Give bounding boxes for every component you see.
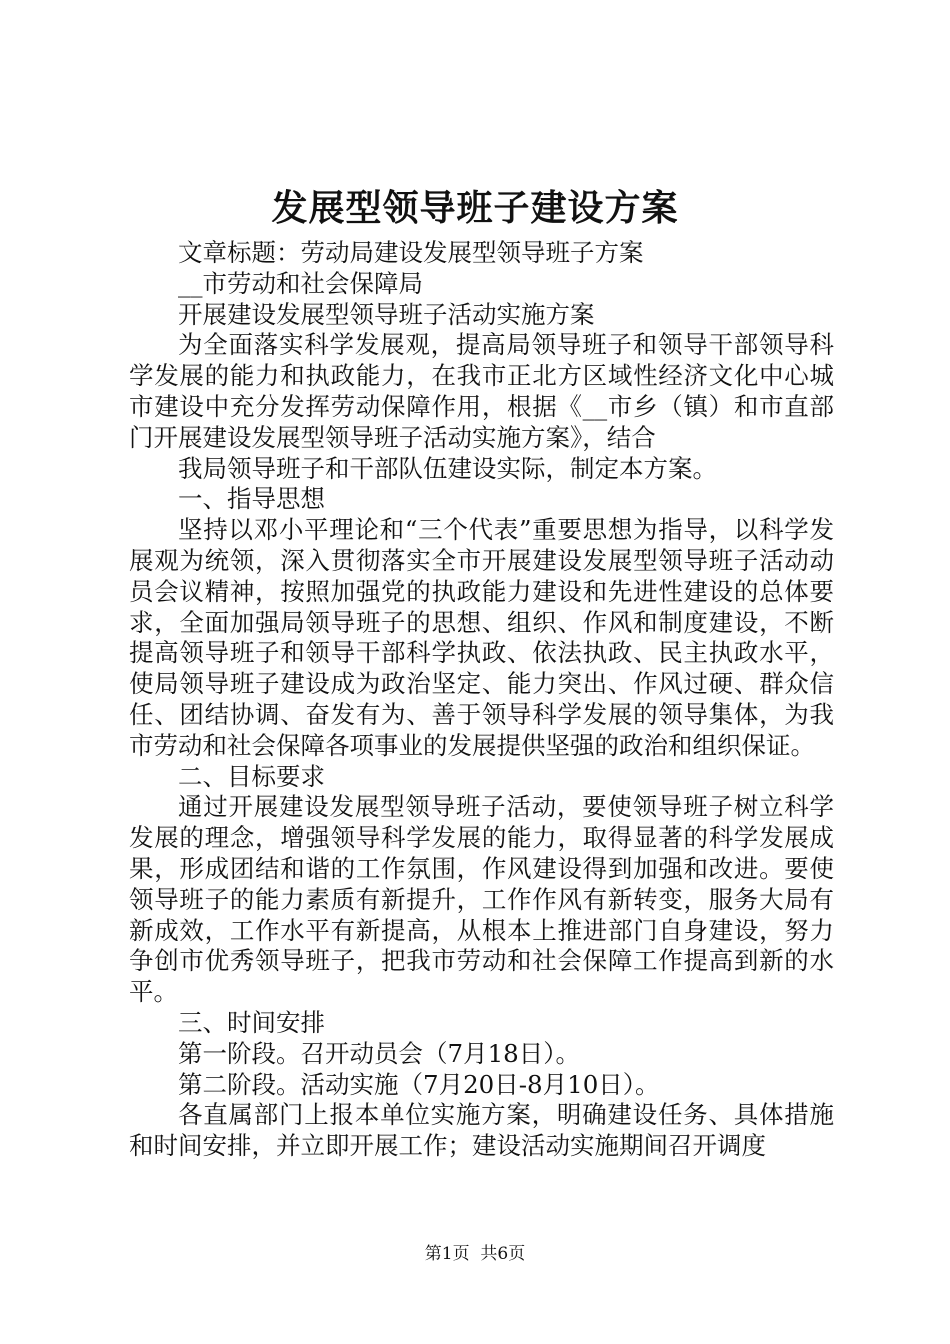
subtitle-line: 开展建设发展型领导班子活动实施方案 bbox=[178, 299, 595, 329]
document-title: 发展型领导班子建设方案 bbox=[271, 187, 679, 229]
goals-paragraph: 通过开展建设发展型领导班子活动，要使领导班子树立科学发展的理念，增强领导科学发展的能力，取得显著的科学发展成果，形成团结和谐的工作氛围，作风建设得到加强和改进。要使领导班子的能力素质有新提升，工作作风有新转变，服务大局有新成效，工作水平有新提高，从根本上推进部门自身建设，努力争创市优秀领导班子，把我市劳动和社会保障工作提高到新的水平。 bbox=[129, 792, 834, 1007]
issuer-line: __市劳动和社会保障局 bbox=[178, 268, 423, 298]
section-heading-guiding-thought: 一、指导思想 bbox=[178, 484, 325, 514]
intro-continuation: 我局领导班子和干部队伍建设实际，制定本方案。 bbox=[178, 453, 717, 483]
guiding-thought-paragraph: 坚持以邓小平理论和“三个代表”重要思想为指导，以科学发展观为统领，深入贯彻落实全市开展建设发展型领导班子活动动员会议精神，按照加强党的执政能力建设和先进性建设的总体要求，全面加强局领导班子的思想、组织、作风和制度建设，不断提高领导班子和领导干部科学执政、依法执政、民主执政水平，使局领导班子建设成为政治坚定、能力突出、作风过硬、群众信任、团结协调、奋发有为、善于领导科学发展的领导集体，为我市劳动和社会保障各项事业的发展提供坚强的政治和组织保证。 bbox=[129, 515, 834, 760]
section-heading-goals: 二、目标要求 bbox=[178, 761, 325, 791]
article-title-line: 文章标题：劳动局建设发展型领导班子方案 bbox=[178, 238, 644, 267]
section-heading-schedule: 三、时间安排 bbox=[178, 1007, 325, 1037]
schedule-stage-one: 第一阶段。召开动员会（7月18日）。 bbox=[178, 1038, 581, 1068]
schedule-details-paragraph: 各直属部门上报本单位实施方案，明确建设任务、具体措施和时间安排，并立即开展工作；建设活动实施期间召开调度 bbox=[129, 1100, 834, 1161]
page-number-footer: 第1页 共6页 bbox=[424, 1244, 526, 1264]
intro-paragraph: 为全面落实科学发展观，提高局领导班子和领导干部领导科学发展的能力和执政能力，在我市正北方区域性经济文化中心城市建设中充分发挥劳动保障作用，根据《__市乡（镇）和市直部门开展建设发展型领导班子活动实施方案》，结合 bbox=[129, 330, 834, 452]
document-body bbox=[129, 238, 834, 1162]
schedule-stage-two: 第二阶段。活动实施（7月20日-8月10日）。 bbox=[178, 1069, 660, 1099]
